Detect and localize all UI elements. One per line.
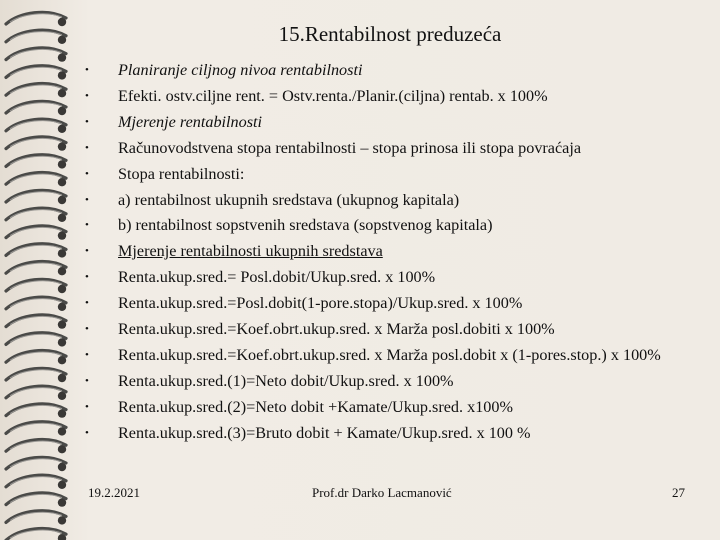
- spiral-ring: [6, 173, 66, 187]
- spiral-ring: [6, 12, 66, 26]
- spiral-ring: [6, 101, 66, 115]
- footer-page-number: 27: [672, 485, 685, 500]
- bullet-item: [84, 369, 694, 395]
- bullet-text: Renta.ukup.sred.(1)=Neto dobit/Ukup.sred. x 100%: [118, 371, 454, 390]
- bullet-item: [84, 291, 694, 317]
- spiral-ring: [6, 262, 66, 276]
- bullet-dot: •: [85, 89, 89, 102]
- footer-date: 19.2.2021: [88, 485, 140, 500]
- bullet-text: Efekti. ostv.ciljne rent. = Ostv.renta./Planir.(ciljna) rentab. x 100%: [118, 86, 548, 105]
- bullet-text: Renta.ukup.sred.= Posl.dobit/Ukup.sred. x 100%: [118, 268, 436, 287]
- bullet-item: [84, 265, 694, 291]
- bullet-text: Mjerenje rentabilnosti: [118, 112, 263, 131]
- bullet-item: [84, 395, 694, 421]
- bullet-item: [84, 213, 694, 239]
- bullet-dot: •: [85, 426, 89, 439]
- bullet-text: Planiranje ciljnog nivoa rentabilnosti: [118, 61, 363, 79]
- spiral-ring: [6, 208, 66, 222]
- bullet-dot: •: [85, 193, 89, 206]
- spiral-ring: [6, 475, 66, 489]
- spiral-ring: [6, 84, 66, 98]
- bullet-text: a) rentabilnost ukupnih sredstava (ukupnog kapitala): [118, 190, 460, 209]
- spiral-ring: [6, 297, 66, 311]
- bullet-list: [84, 58, 694, 447]
- spiral-ring: [6, 279, 66, 293]
- bullet-item: [84, 136, 694, 162]
- slide-title: 15.Rentabilnost preduzeća: [278, 22, 502, 46]
- bullet-dot: •: [85, 271, 89, 284]
- bullet-dot: •: [85, 64, 89, 76]
- footer-author: Prof.dr Darko Lacmanović: [312, 485, 452, 500]
- bullet-item: [84, 162, 694, 188]
- spiral-ring: [6, 30, 66, 44]
- bullet-dot: •: [85, 297, 89, 310]
- spiral-ring: [6, 493, 66, 507]
- spiral-ring: [6, 244, 66, 258]
- spiral-ring: [6, 315, 66, 329]
- bullet-dot: •: [85, 374, 89, 387]
- spiral-binding-icon: [0, 0, 84, 540]
- bullet-item: [84, 343, 694, 369]
- bullet-dot: •: [85, 115, 89, 128]
- spiral-ring: [6, 404, 66, 418]
- bullet-dot: •: [85, 400, 89, 413]
- spiral-ring: [6, 368, 66, 382]
- bullet-item: [84, 58, 694, 84]
- spiral-ring: [6, 48, 66, 62]
- spiral-ring: [6, 529, 66, 540]
- spiral-ring: [6, 66, 66, 80]
- bullet-text: b) rentabilnost sopstvenih sredstava (sopstvenog kapitala): [118, 216, 493, 235]
- bullet-text: Renta.ukup.sred.=Koef.obrt.ukup.sred. x Marža posl.dobiti x 100%: [118, 320, 555, 339]
- bullet-text: Renta.ukup.sred.(3)=Bruto dobit + Kamate/Ukup.sred. x 100 %: [118, 423, 531, 442]
- bullet-text: Renta.ukup.sred.=Koef.obrt.ukup.sred. x Marža posl.dobit x (1-pores.stop.) x 100%: [118, 345, 661, 364]
- bullet-item: [84, 188, 694, 214]
- bullet-item: [84, 110, 694, 136]
- bullet-dot: •: [85, 348, 89, 361]
- bullet-item: [84, 239, 694, 265]
- bullet-text: Renta.ukup.sred.(2)=Neto dobit +Kamate/Ukup.sred. x100%: [118, 397, 513, 416]
- spiral-ring: [6, 386, 66, 400]
- spiral-ring: [6, 190, 66, 204]
- bullet-text: Mjerenje rentabilnosti ukupnih sredstava: [118, 242, 383, 261]
- bullet-dot: •: [85, 167, 89, 180]
- bullet-text: Stopa rentabilnosti:: [118, 164, 245, 183]
- spiral-ring: [6, 137, 66, 151]
- bullet-item: [84, 421, 694, 447]
- bullet-dot: •: [85, 323, 89, 336]
- bullet-dot: •: [85, 245, 89, 258]
- spiral-ring: [6, 511, 66, 525]
- bullet-dot: •: [85, 219, 89, 232]
- spiral-ring: [6, 351, 66, 365]
- bullet-dot: •: [85, 141, 89, 154]
- bullet-item: [84, 317, 694, 343]
- spiral-ring: [6, 155, 66, 169]
- spiral-ring: [6, 422, 66, 436]
- bullet-item: [84, 84, 694, 110]
- spiral-ring: [6, 226, 66, 240]
- spiral-ring: [6, 333, 66, 347]
- bullet-text: Renta.ukup.sred.=Posl.dobit(1-pore.stopa)/Ukup.sred. x 100%: [118, 294, 523, 313]
- spiral-ring: [6, 457, 66, 471]
- spiral-ring: [6, 119, 66, 133]
- bullet-text: Računovodstvena stopa rentabilnosti – stopa prinosa ili stopa povraćaja: [118, 138, 582, 157]
- spiral-ring: [6, 440, 66, 454]
